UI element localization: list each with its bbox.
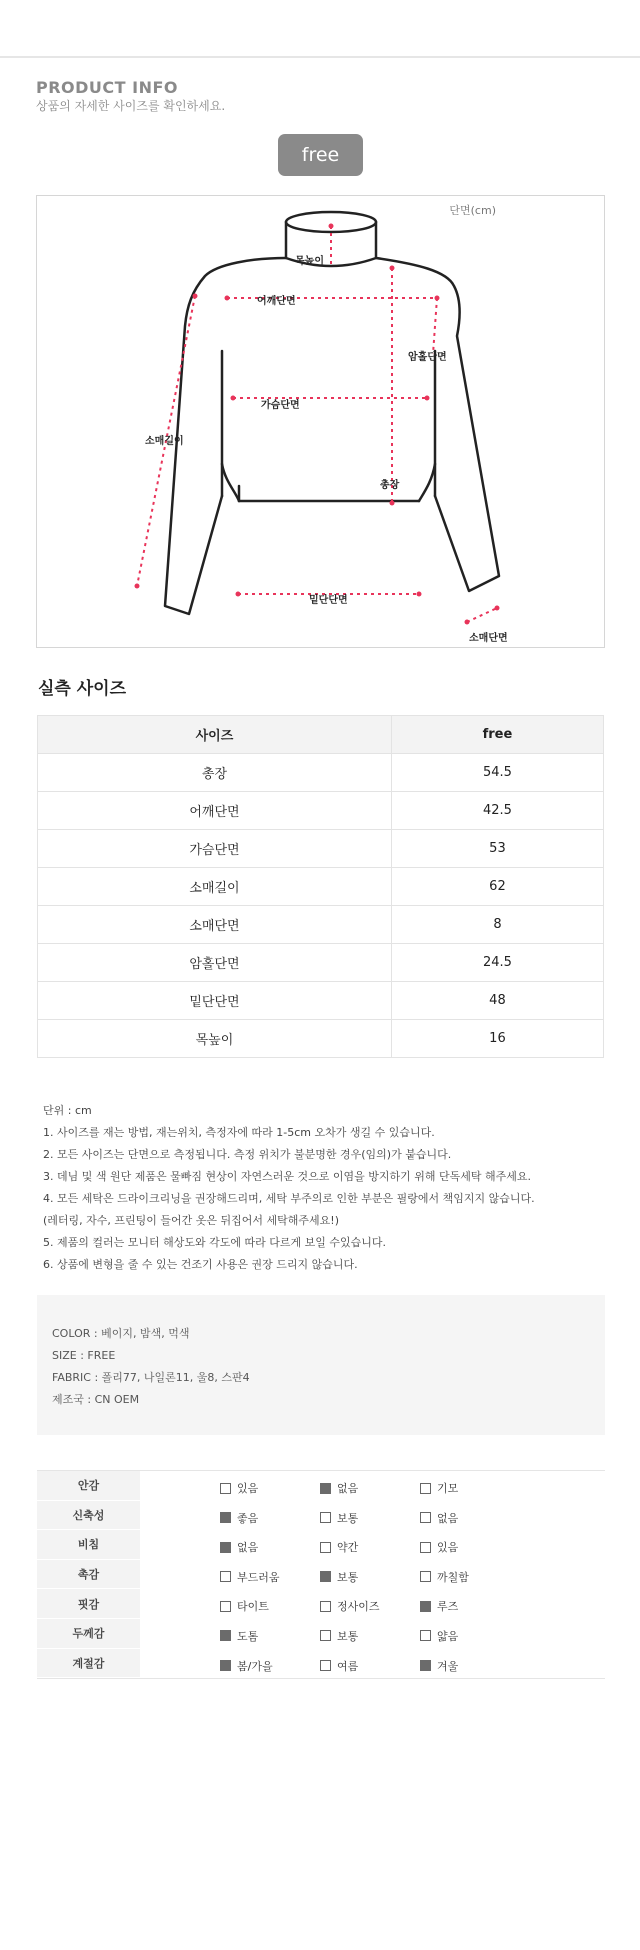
attribute-row-lining: [37, 1471, 605, 1501]
section-subtitle: 상품의 자세한 사이즈를 확인하세요.: [36, 99, 226, 113]
checkbox-icon: [220, 1601, 231, 1612]
row-value: 48: [391, 982, 603, 1020]
checkbox-icon: [320, 1512, 331, 1523]
option-label: 보통: [337, 1570, 359, 1584]
note-line: 단위 : cm: [43, 1104, 92, 1117]
table-header-cell: 사이즈: [38, 716, 392, 754]
table-row: [38, 754, 604, 792]
checkbox-icon: [420, 1512, 431, 1523]
row-label: 밑단단면: [38, 982, 392, 1020]
attribute-label: 계절감: [37, 1649, 140, 1679]
attribute-option: [220, 1569, 280, 1585]
checkbox-icon: [220, 1571, 231, 1582]
option-label: 없음: [437, 1511, 459, 1525]
table-header-cell: free: [391, 716, 603, 754]
measurements-title: 실측 사이즈: [38, 679, 127, 699]
row-value: 24.5: [391, 944, 603, 982]
checkbox-checked-icon: [220, 1512, 231, 1523]
checkbox-icon: [320, 1630, 331, 1641]
label-shoulder: 어깨단면: [257, 296, 296, 307]
attribute-option: [420, 1480, 458, 1496]
option-label: 보통: [337, 1629, 359, 1643]
option-label: 겨울: [437, 1659, 459, 1673]
attribute-option: [320, 1510, 358, 1526]
note-line: 4. 모든 세탁은 드라이크리닝을 권장해드리며, 세탁 부주의로 인한 부분은 필랑에서 책임지지 않습니다.: [43, 1192, 535, 1205]
option-label: 얇음: [437, 1629, 459, 1643]
attribute-option: [220, 1598, 269, 1614]
attribute-label: 두께감: [37, 1619, 140, 1649]
checkbox-checked-icon: [220, 1630, 231, 1641]
size-free-button[interactable]: free: [278, 134, 363, 176]
attribute-option: [320, 1658, 358, 1674]
label-hem: 밑단단면: [309, 595, 348, 606]
option-label: 까칠함: [437, 1570, 469, 1584]
checkbox-icon: [320, 1542, 331, 1553]
checkbox-checked-icon: [220, 1660, 231, 1671]
size-diagram: [36, 195, 605, 648]
attribute-option: [320, 1539, 358, 1555]
option-label: 약간: [337, 1541, 359, 1555]
checkbox-icon: [320, 1601, 331, 1612]
option-label: 기모: [437, 1482, 459, 1495]
label-neck-height: 목높이: [295, 256, 324, 267]
row-label: 소매길이: [38, 868, 392, 906]
attribute-label: 안감: [37, 1471, 140, 1501]
row-value: 42.5: [391, 792, 603, 830]
attribute-option: [220, 1480, 258, 1496]
option-label: 좋음: [237, 1511, 259, 1525]
attribute-row-thickness: [37, 1619, 605, 1649]
note-line: 6. 상품에 변형을 줄 수 있는 건조기 사용은 권장 드리지 않습니다.: [43, 1258, 358, 1271]
checkbox-icon: [420, 1630, 431, 1641]
note-line: 2. 모든 사이즈는 단면으로 측정됩니다. 측정 위치가 불분명한 경우(임의)가 붙습니다.: [43, 1148, 452, 1161]
measurements-table: [37, 715, 604, 1058]
option-label: 있음: [237, 1482, 259, 1495]
row-label: 총장: [38, 754, 392, 792]
attribute-row-season: [37, 1649, 605, 1679]
top-divider: [0, 56, 640, 58]
attribute-label: 비침: [37, 1530, 140, 1560]
size-notes: [43, 1100, 535, 1276]
info-color: COLOR : 베이지, 밤색, 먹색: [52, 1327, 190, 1340]
option-label: 부드러움: [237, 1570, 280, 1584]
info-size: SIZE : FREE: [52, 1349, 116, 1362]
row-label: 가슴단면: [38, 830, 392, 868]
attribute-row-stretch: [37, 1501, 605, 1531]
row-label: 암홀단면: [38, 944, 392, 982]
checkbox-checked-icon: [420, 1601, 431, 1612]
row-label: 어깨단면: [38, 792, 392, 830]
row-label: 소매단면: [38, 906, 392, 944]
attribute-label: 신축성: [37, 1501, 140, 1531]
attribute-label: 촉감: [37, 1560, 140, 1590]
option-label: 없음: [337, 1482, 359, 1495]
row-value: 53: [391, 830, 603, 868]
checkbox-checked-icon: [420, 1660, 431, 1671]
row-value: 54.5: [391, 754, 603, 792]
option-label: 정사이즈: [337, 1600, 380, 1614]
option-label: 타이트: [237, 1600, 269, 1614]
row-value: 16: [391, 1020, 603, 1058]
row-value: 62: [391, 868, 603, 906]
checkbox-icon: [420, 1571, 431, 1582]
attribute-row-texture: [37, 1560, 605, 1590]
row-label: 목높이: [38, 1020, 392, 1058]
table-row: [38, 906, 604, 944]
attribute-option: [220, 1539, 258, 1555]
label-sleeve-width: 소매단면: [469, 633, 508, 644]
diagram-unit-label: 단면(cm): [449, 204, 496, 217]
attribute-option: [420, 1510, 458, 1526]
attribute-option: [420, 1569, 469, 1585]
checkbox-checked-icon: [320, 1571, 331, 1582]
attribute-option: [220, 1510, 258, 1526]
note-line: 1. 사이즈를 재는 방법, 재는위치, 측정자에 따라 1-5cm 오차가 생길 수 있습니다.: [43, 1126, 435, 1139]
attribute-label: 핏감: [37, 1589, 140, 1619]
option-label: 여름: [337, 1659, 359, 1673]
note-line: 3. 데님 및 색 원단 제품은 물빠짐 현상이 자연스러운 것으로 이염을 방지하기 위해 단독세탁 해주세요.: [43, 1170, 531, 1183]
attribute-option: [220, 1628, 258, 1644]
info-origin: 제조국 : CN OEM: [52, 1393, 140, 1406]
product-info-box: [37, 1295, 605, 1435]
option-label: 보통: [337, 1511, 359, 1525]
option-label: 도톰: [237, 1629, 259, 1643]
attribute-option: [320, 1628, 358, 1644]
section-title: PRODUCT INFO: [36, 78, 179, 97]
table-row: [38, 868, 604, 906]
note-line: (레터링, 자수, 프린팅이 들어간 옷은 뒤집어서 세탁해주세요!): [43, 1214, 339, 1227]
attribute-option: [420, 1539, 458, 1555]
row-value: 8: [391, 906, 603, 944]
note-line: 5. 제품의 컬러는 모니터 해상도와 각도에 따라 다르게 보일 수있습니다.: [43, 1236, 386, 1249]
table-header-row: [38, 716, 604, 754]
label-total-length: 총장: [380, 480, 400, 491]
table-row: [38, 982, 604, 1020]
checkbox-icon: [220, 1483, 231, 1494]
attribute-option: [420, 1598, 458, 1614]
attribute-row-sheerness: [37, 1530, 605, 1560]
checkbox-icon: [420, 1483, 431, 1494]
label-sleeve-length: 소매길이: [145, 436, 184, 447]
label-chest: 가슴단면: [261, 400, 300, 411]
option-label: 없음: [237, 1541, 259, 1555]
attribute-option: [420, 1628, 458, 1644]
table-row: [38, 944, 604, 982]
attribute-option: [420, 1658, 458, 1674]
attribute-option: [320, 1598, 380, 1614]
option-label: 있음: [437, 1541, 459, 1555]
table-row: [38, 792, 604, 830]
option-label: 루즈: [437, 1600, 459, 1614]
label-armhole: 암홀단면: [408, 352, 447, 363]
checkbox-icon: [320, 1660, 331, 1671]
checkbox-icon: [420, 1542, 431, 1553]
table-row: [38, 1020, 604, 1058]
attribute-option: [320, 1569, 358, 1585]
info-fabric: FABRIC : 폴리77, 나일론11, 울8, 스판4: [52, 1371, 250, 1384]
checkbox-checked-icon: [220, 1542, 231, 1553]
attribute-row-fit: [37, 1589, 605, 1619]
attribute-option: [320, 1480, 358, 1496]
attribute-option: [220, 1658, 273, 1674]
attribute-table: [37, 1470, 605, 1679]
table-row: [38, 830, 604, 868]
option-label: 봄/가을: [237, 1659, 273, 1673]
checkbox-checked-icon: [320, 1483, 331, 1494]
